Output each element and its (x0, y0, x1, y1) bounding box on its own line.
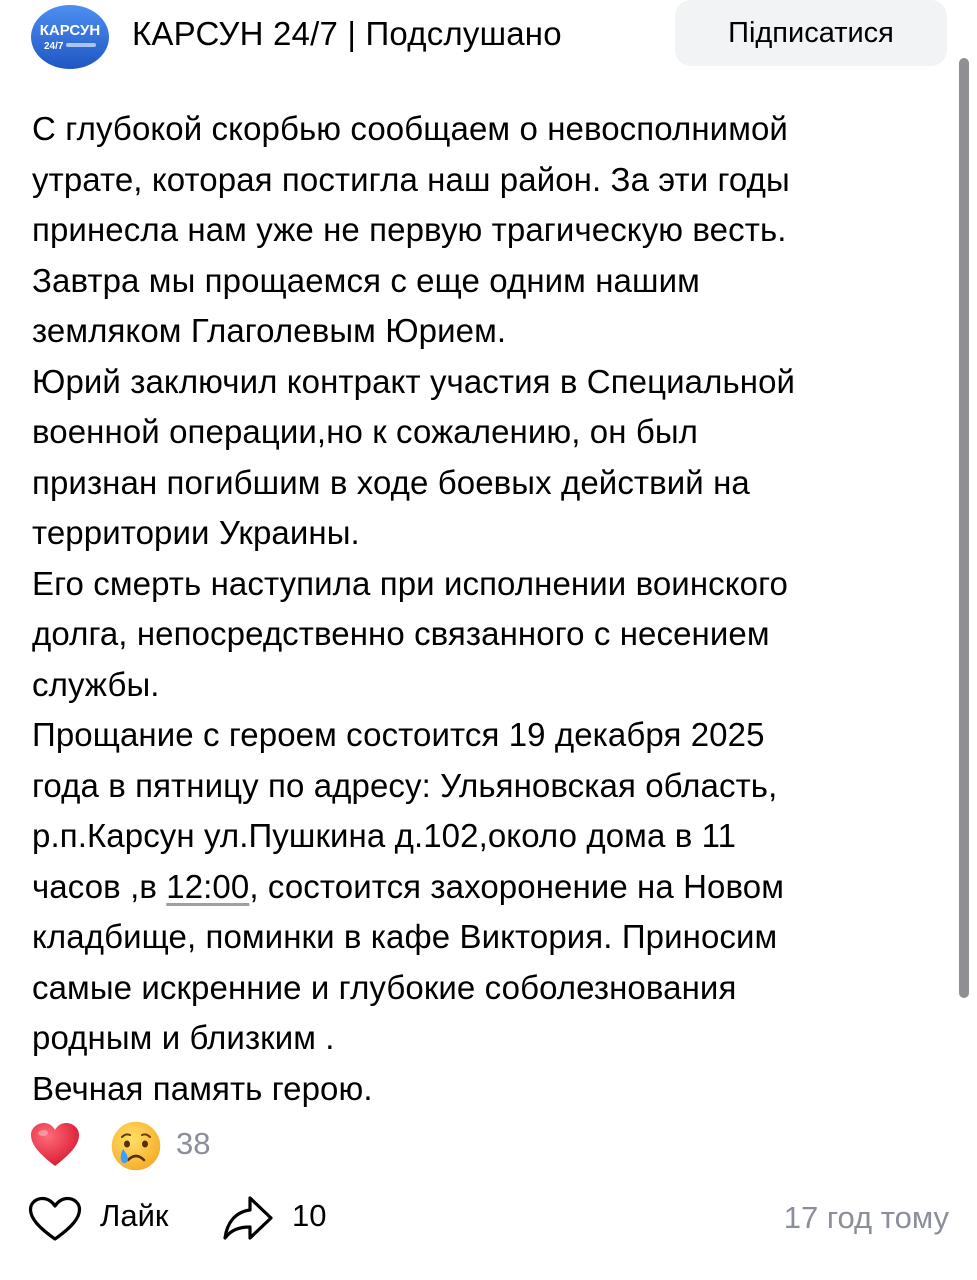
post-line: Завтра мы прощаемся с еще одним нашим (32, 261, 700, 299)
post-line: кладбище, поминки в кафе Виктория. Приносим (32, 918, 778, 955)
time-suffix: , состоится захоронение на Новом (249, 867, 784, 905)
like-button[interactable] (28, 1190, 198, 1242)
share-count: 10 (292, 1198, 327, 1233)
time-link[interactable]: 12:00 (166, 867, 250, 905)
share-button[interactable] (222, 1190, 352, 1242)
post-line: Его смерть наступила при исполнении воинского (32, 564, 788, 602)
post-text (32, 104, 952, 1114)
post-line: долга, непосредственно связанного с несением (32, 615, 770, 652)
reaction-count: 38 (176, 1126, 211, 1161)
avatar-subtitle: 24/7 (44, 41, 64, 52)
post-line: службы. (32, 665, 160, 703)
subscribe-button[interactable]: Підписатися (675, 0, 947, 66)
post-line: Прощание с героем состоится 19 декабря 2025 (32, 716, 765, 753)
post-line: принесла нам уже не первую трагическую весть. (32, 211, 787, 248)
heart-outline-icon (28, 1196, 82, 1242)
post-header (0, 0, 977, 80)
post-line: военной операции,но к сожалению, он был (32, 413, 698, 450)
post-line: С глубокой скорбью сообщаем о невосполнимой (32, 110, 788, 147)
reactions-bar[interactable] (30, 1120, 330, 1172)
post-line: земляком Глаголевым Юрием. (32, 312, 507, 349)
share-arrow-icon (222, 1194, 274, 1242)
post-line-with-time (32, 862, 952, 913)
scrollbar[interactable] (959, 58, 969, 998)
post-time: 17 год тому (783, 1200, 949, 1235)
time-prefix: часов ,в (32, 867, 167, 905)
post-line: Вечная память герою. (32, 1069, 373, 1107)
post-line: самые искренние и глубокие соболезнования (32, 968, 737, 1006)
channel-name[interactable]: КАРСУН 24/7 | Подслушано (132, 15, 562, 52)
post-line: года в пятницу по адресу: Ульяновская область, (32, 766, 778, 804)
channel-avatar[interactable] (30, 4, 110, 70)
post-line: признан погибшим в ходе боевых действий на (32, 463, 750, 501)
post-line: утрате, которая постигла наш район. За эти годы (32, 160, 790, 198)
like-label: Лайк (100, 1198, 169, 1233)
post-line: р.п.Карсун ул.Пушкина д.102,около дома в 11 (32, 817, 737, 854)
crying-face-emoji-icon (110, 1120, 162, 1172)
post-line: территории Украины. (32, 514, 360, 551)
post-actions (0, 1186, 977, 1246)
heart-emoji-icon (30, 1122, 80, 1168)
post-line: родным и близким . (32, 1019, 335, 1056)
post-line: Юрий заключил контракт участия в Специальной (32, 362, 796, 400)
avatar-title: КАРСУН (39, 22, 101, 39)
